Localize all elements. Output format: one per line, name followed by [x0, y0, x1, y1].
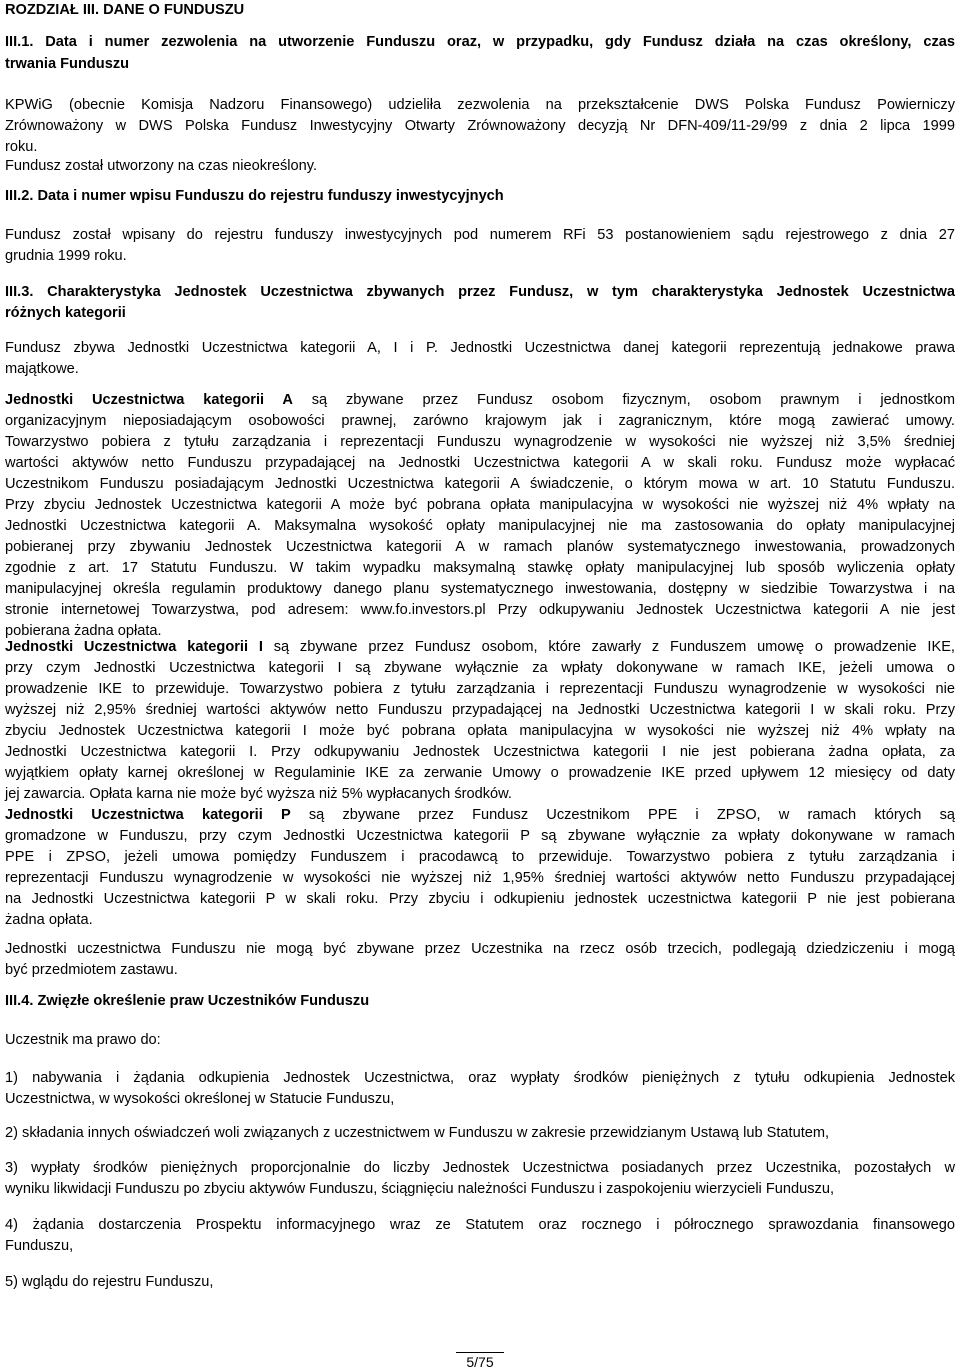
text-line: III.2. Data i numer wpisu Funduszu do rejestru funduszy inwestycyjnych	[5, 188, 504, 204]
text-line	[5, 805, 955, 825]
text-line: KPWiG (obecnie Komisja Nadzoru Finansowego) udzieliła zezwolenia na przekształcenie DWS Polska Fundusz Powierniczy	[5, 97, 955, 113]
text-line: 2) składania innych oświadczeń woli związanych z uczestnictwem w Funduszu w zakresie przewidzianym Ustawą lub Statutem,	[5, 1125, 830, 1141]
text-line: zgodnie z art. 17 Statutu Funduszu. W takim wypadku maksymalną stawkę opłaty manipulacyjnej lub sposób wyliczenia opłaty	[5, 560, 955, 576]
text-line: Uczestnikom Funduszu posiadającym Jednostki Uczestnictwa kategorii A świadczenie, o którym mowa w art. 10 Statutu Funduszu.	[5, 476, 955, 492]
text-line: Fundusz zbywa Jednostki Uczestnictwa kategorii A, I i P. Jednostki Uczestnictwa danej kategorii reprezentują jednakowe prawa	[5, 340, 955, 356]
text-line: żadna opłata.	[5, 912, 93, 928]
text-line: Jednostki Uczestnictwa kategorii A. Maksymalna wysokość opłaty manipulacyjnej nie ma zastosowania do opłaty manipulacyjnej	[5, 518, 955, 534]
text-line: gromadzone w Funduszu, przy czym Jednostki Uczestnictwa kategorii P są zbywane wyłącznie za wpłaty dokonywane w ramach	[5, 828, 955, 844]
text-line: manipulacyjnej określa regulamin produktowy danego planu systematycznego inwestowania, dostępny w siedzibie Towarzystwa i na	[5, 581, 955, 597]
chapter-title: ROZDZIAŁ III. DANE O FUNDUSZU	[5, 2, 245, 18]
text-line: reprezentacji Funduszu wynagrodzenie w wysokości nie wyższej niż 1,95% średniej wartości aktywów netto Funduszu przypadającej	[5, 870, 955, 886]
text-line: Uczestnik ma prawo do:	[5, 1032, 161, 1048]
text-line: Funduszu,	[5, 1238, 74, 1254]
text-line: przy czym Jednostki Uczestnictwa kategorii I są zbywane wyłącznie za wpłaty dokonywane w ramach IKE, jeżeli umowa o	[5, 660, 955, 676]
text-line: III.4. Zwięzłe określenie praw Uczestników Funduszu	[5, 993, 370, 1009]
text-line: zbyciu Jednostek Uczestnictwa kategorii I może być pobrana opłata manipulacyjna w wysokości nie wyższej niż 4% wpłaty na	[5, 723, 955, 739]
text-line: 5) wglądu do rejestru Funduszu,	[5, 1274, 214, 1290]
text-line: 1) nabywania i żądania odkupienia Jednostek Uczestnictwa, oraz wypłaty środków pieniężnych z tytułu odkupienia Jednostek	[5, 1070, 955, 1086]
text-line: Jednostki uczestnictwa Funduszu nie mogą być zbywane przez Uczestnika na rzecz osób trzecich, podlegają dziedziczeniu i mogą	[5, 941, 955, 957]
text-line: Fundusz został utworzony na czas nieokreślony.	[5, 158, 318, 174]
category-lead: Jednostki Uczestnictwa kategorii P	[5, 807, 291, 823]
text-line: jej zawarcia. Opłata karna nie może być wyższa niż 5% wypłacanych środków.	[5, 786, 512, 802]
category-lead: Jednostki Uczestnictwa kategorii I	[5, 639, 263, 655]
text-line: wyjątkiem opłaty karnej określonej w Regulaminie IKE za zerwanie Umowy o prowadzenie IKE przed upływem 12 miesięcy od daty	[5, 765, 955, 781]
text-line: pobieranej przy zbywaniu Jednostek Uczestnictwa kategorii A w ramach planów systematycznego inwestowania, prowadzonych	[5, 539, 955, 555]
text-line: Przy zbyciu Jednostek Uczestnictwa kategorii A może być pobrana opłata manipulacyjna w wysokości nie wyższej niż 4% wpłaty na	[5, 497, 955, 513]
text-line: stronie internetowej Towarzystwa, pod adresem: www.fo.investors.pl Przy odkupywaniu Jednostek Uczestnictwa kategorii A nie jest	[5, 602, 955, 618]
text-line: III.3. Charakterystyka Jednostek Uczestnictwa zbywanych przez Fundusz, w tym charakterystyka Jednostek Uczestnictwa	[5, 284, 955, 300]
page-number: 5/75	[466, 1354, 494, 1370]
text-line: wyższej niż 2,95% średniej wartości aktywów netto Funduszu przypadającej na Jednostki Uczestnictwa kategorii I w skali roku. Przy	[5, 702, 955, 718]
text-line: różnych kategorii	[5, 305, 126, 321]
text-line: być przedmiotem zastawu.	[5, 962, 178, 978]
line-text: są zbywane przez Fundusz Uczestnikom PPE i ZPSO, w ramach których są	[290, 807, 955, 823]
text-line: na Jednostki Uczestnictwa kategorii P w skali roku. Przy zbyciu i odkupieniu jednostek uczestnictwa kategorii P nie jest pobierana	[5, 891, 955, 907]
text-line: grudnia 1999 roku.	[5, 248, 127, 264]
text-line: Fundusz został wpisany do rejestru funduszy inwestycyjnych pod numerem RFi 53 postanowieniem sądu rejestrowego z dnia 27	[5, 227, 955, 243]
category-lead: Jednostki Uczestnictwa kategorii A	[5, 392, 293, 408]
text-line: roku.	[5, 139, 38, 155]
text-line: 4) żądania dostarczenia Prospektu informacyjnego wraz ze Statutem oraz rocznego i półrocznego sprawozdania finansowego	[5, 1217, 955, 1233]
text-line: prowadzenie IKE to przewiduje. Towarzystwo pobiera z tytułu zarządzania i reprezentacji Funduszu wynagrodzenie w wysokości nie	[5, 681, 955, 697]
text-line	[5, 637, 955, 657]
text-line: PPE i ZPSO, jeżeli umowa pomiędzy Funduszem i pracodawcą to przewiduje. Towarzystwo pobiera z tytułu zarządzania i	[5, 849, 955, 865]
line-text: są zbywane przez Fundusz osobom fizycznym, osobom prawnym i jednostkom	[292, 392, 955, 408]
text-line: organizacyjnym nieposiadającym osobowości prawnej, zarówno krajowym jak i zagranicznym, które mogą zawierać umowy.	[5, 413, 955, 429]
text-line: Towarzystwo pobiera z tytułu zarządzania i reprezentacji Funduszu wynagrodzenie w wysokości nie wyższej niż 3,5% średniej	[5, 434, 955, 450]
text-line: trwania Funduszu	[5, 56, 130, 72]
text-line: Uczestnictwa, w wysokości określonej w Statucie Funduszu,	[5, 1091, 395, 1107]
text-line	[5, 390, 955, 410]
text-line: majątkowe.	[5, 361, 79, 377]
text-line: wartości aktywów netto Funduszu przypadającej na Jednostki Uczestnictwa kategorii A w skali roku. Fundusz może wypłacać	[5, 455, 955, 471]
text-line: wyniku likwidacji Funduszu po zbyciu aktywów Funduszu, ściągnięciu należności Funduszu i zaspokojeniu wierzycieli Funduszu,	[5, 1181, 835, 1197]
text-line: Jednostki Uczestnictwa kategorii I. Przy odkupywaniu Jednostek Uczestnictwa kategorii I nie jest pobierana żadna opłata, za	[5, 744, 955, 760]
text-line: pobierana żadna opłata.	[5, 623, 162, 639]
text-line: 3) wypłaty środków pieniężnych proporcjonalnie do liczby Jednostek Uczestnictwa posiadanych przez Uczestnika, pozostałych w	[5, 1160, 955, 1176]
text-line: Zrównoważony w DWS Polska Fundusz Inwestycyjny Otwarty Zrównoważony decyzją Nr DFN-409/11-29/99 z dnia 2 lipca 1999	[5, 118, 955, 134]
text-line: III.1. Data i numer zezwolenia na utworzenie Funduszu oraz, w przypadku, gdy Fundusz działa na czas określony, czas	[5, 34, 955, 50]
line-text: są zbywane przez Fundusz osobom, które zawarły z Funduszem umowę o prowadzenie IKE,	[262, 639, 955, 655]
